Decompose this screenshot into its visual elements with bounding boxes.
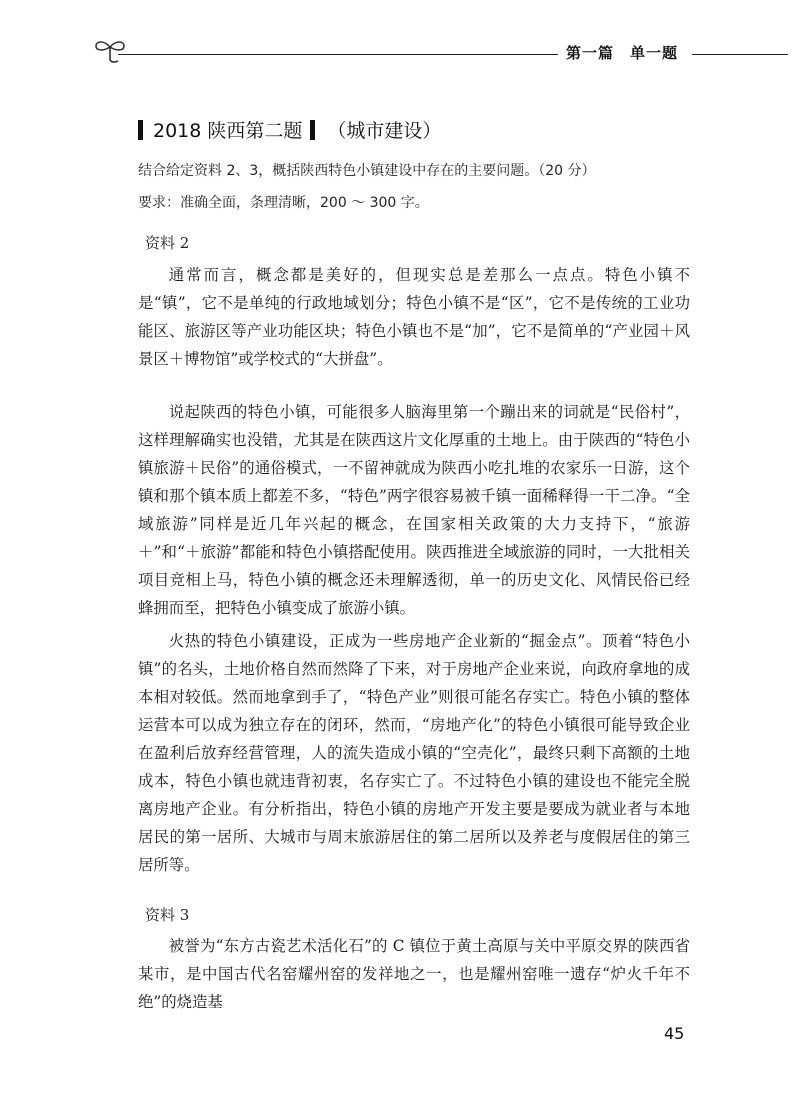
material-paragraph: 被誉为“东方古瓷艺术活化石”的 C 镇位于黄土高原与关中平原交界的陕西省某市，是中国古代名窑耀州窑的发祥地之一，也是耀州窑唯一遗存“炉火千年不绝”的烧造基 [138,937,690,1011]
heading-bar-right [310,120,315,140]
material-label: 资料 2 [145,234,190,252]
header-rule-right [692,54,788,55]
page-header [0,24,800,74]
material-paragraph: 通常而言，概念都是美好的，但现实总是差那么一点点。特色小镇不是“镇”，它不是单纯的行政地域划分；特色小镇不是“区”，它不是传统的工业功能区、旅游区等产业功能区块；特色小镇也不是“加”，它不是简单的“产业园＋风景区＋博物馆”或学校式的“大拼盘”。 [138,266,690,368]
chapter-title: 第一篇 单一题 [566,44,679,62]
section-heading [138,116,441,143]
heading-bar-left [138,120,143,140]
material-label: 资料 3 [145,906,190,924]
page-number: 45 [664,1024,685,1043]
material-paragraph: 说起陕西的特色小镇，可能很多人脑海里第一个蹦出来的词就是“民俗村”，这样理解确实也没错，尤其是在陕西这片文化厚重的土地上。由于陕西的“特色小镇旅游＋民俗”的通俗模式，一不留神就成为陕西小吃扎堆的农家乐一日游，这个镇和那个镇本质上都差不多，“特色”两字很容易被千镇一面稀释得一干二净。“全域旅游”同样是近几年兴起的概念，在国家相关政策的大力支持下，“旅游＋”和“＋旅游”都能和特色小镇搭配使用。陕西推进全域旅游的同时，一大批相关项目竞相上马，特色小镇的概念还未理解透彻，单一的历史文化、风情民俗已经蜂拥而至，把特色小镇变成了旅游小镇。 [138,403,690,617]
header-rule-left [118,54,558,55]
heading-topic: （城市建设） [327,120,442,142]
question-requirement: 要求：准确全面，条理清晰，200 ～ 300 字。 [138,195,429,211]
heading-year-title: 2018 陕西第二题 [153,120,303,142]
sprout-icon [90,30,130,70]
question-prompt: 结合给定资料 2、3，概括陕西特色小镇建设中存在的主要问题。（20 分） [138,163,596,179]
material-paragraph: 火热的特色小镇建设，正成为一些房地产企业新的“掘金点”。顶着“特色小镇”的名头，土地价格自然而然降了下来，对于房地产企业来说，向政府拿地的成本相对较低。然而地拿到手了，“特色产业”则很可能名存实亡。特色小镇的整体运营本可以成为独立存在的闭环，然而，“房地产化”的特色小镇很可能导致企业在盈利后放弃经营管理，人的流失造成小镇的“空壳化”，最终只剩下高额的土地成本，特色小镇也就违背初衷，名存实亡了。不过特色小镇的建设也不能完全脱离房地产企业。有分析指出，特色小镇的房地产开发主要是要成为就业者与本地居民的第一居所、大城市与周末旅游居住的第二居所以及养老与度假居住的第三居所等。 [138,632,690,874]
